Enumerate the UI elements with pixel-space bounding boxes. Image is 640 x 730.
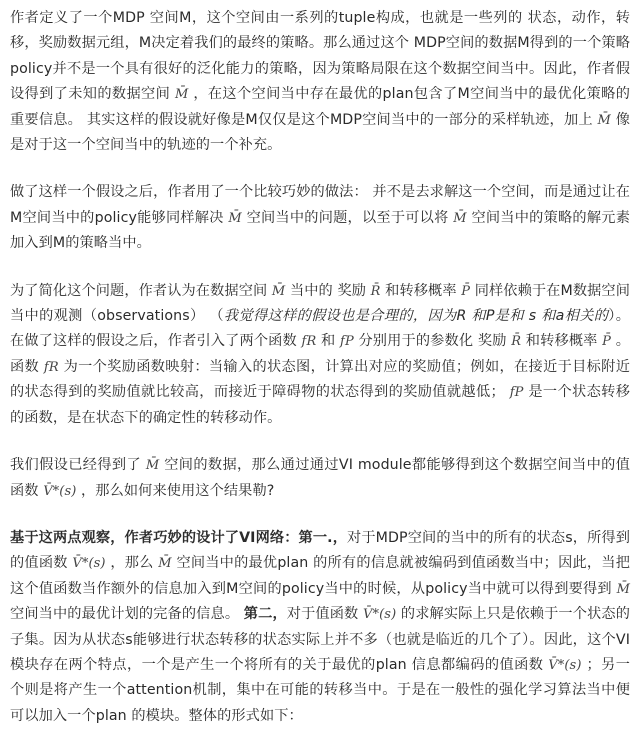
math-m-bar: M̄	[228, 210, 242, 226]
text: ，那么如何来使用这个结果勒?	[76, 482, 275, 499]
math-m-bar: M̄	[175, 87, 189, 103]
text: 当中的 奖励	[285, 282, 371, 299]
math-f-p: fP	[509, 385, 524, 401]
text: 空间的数据，那么通过通过VI module都能够得到这个数据空间当中的值函数	[10, 457, 631, 499]
text: 空间当中的最优计划的完备的信息。	[10, 606, 244, 623]
math-m-bar: M̄	[145, 458, 160, 474]
text: 空间当中的问题，以至于可以将	[241, 209, 454, 226]
text: 和	[316, 333, 341, 350]
text: 为一个奖励函数映射：当输入的状态图，计算出对应的奖励值；例如，在接近于目标附近的状态得到的奖励值就比较高，而接近于障碍物的状态得到的奖励值就越低；	[10, 358, 631, 401]
bold-second: 第二，	[243, 606, 287, 623]
paragraph-3	[10, 279, 630, 431]
paragraph-1	[10, 6, 630, 158]
text: 和转移概率	[521, 333, 603, 350]
text: 和转移概率	[380, 282, 462, 299]
italic-note: 我觉得这样的假设也是合理的，因为R 和P是和 s 和a相关的	[223, 308, 609, 325]
math-m-bar: M̄	[158, 556, 172, 572]
text: 的求解实际上只是依赖于一个状态的子集。因为从状态s能够进行状态转移的状态实际上并不多（也就是临近的几个了）。因此，这个VI模块存在两个特点，一个是产生一个将所有的关于最优的plan 信息都编码的值函数	[10, 606, 630, 673]
bold-lead: 基于这两点观察，作者巧妙的设计了VI网络：第一.，	[10, 529, 348, 546]
text: 做了这样一个假设之后，作者用了一个比较巧妙的做法： 并不是去求解这一个空间，而是通过让在 M空间当中的policy能够同样解决	[10, 184, 630, 226]
math-f-p: fP	[340, 334, 354, 350]
math-r-bar: R̄	[511, 334, 522, 350]
text: ）。在做了这样的假设之后，作者引入了两个函数	[10, 308, 630, 350]
text: ；另一个则是将产生一个attention机制，集中在可能的转移当中。于是在一般性的强化学习算法当中便可以加入一个plan 的模块。整体的形式如下：	[10, 656, 630, 724]
text: 对于值函数	[286, 606, 364, 623]
text: ，那么	[105, 555, 159, 572]
math-m-bar: M̄	[616, 581, 630, 597]
math-f-r: fR	[301, 334, 317, 350]
text: ，在这个空间当中存在最优的plan包含了M空间当中的最优化策略的重要信息。 其实这样的假设就好像是M仅仅是这个MDP空间当中的一部分的采样轨迹，加上	[10, 86, 630, 128]
text: 为了简化这个问题，作者认为在数据空间	[10, 282, 272, 299]
text: 像是对于这一个空间当中的轨迹的一个补充。	[10, 111, 630, 154]
math-m-bar: M̄	[597, 112, 611, 128]
text: 作者定义了一个MDP 空间M，这个空间由一系列的tuple构成，也就是一些列的 状态，动作，转移，奖励数据元组，M决定着我们的最终的策略。那么通过这个 MDP空间的数据M得到的一个策略 policy并不是一个具有很好的泛化能力的策略，因为策略局限在这个数据空间当中。因此，作者假设得到了未知的数据空间	[10, 10, 630, 103]
math-p-bar: P̄	[461, 283, 471, 299]
math-p-bar: P̄	[602, 334, 612, 350]
text: 分别用于的参数化 奖励	[353, 333, 512, 350]
text: 我们假设已经得到了	[10, 457, 146, 474]
math-value-function: V̄*(s)	[363, 607, 397, 623]
text: 同样依赖于在M数据空间当中的观测（observations） （	[10, 282, 630, 325]
text: 空间当中的最优plan 的所有的信息就被编码到值函数当中；因此，当把这个值函数当作额外的信息加入到M空间的policy当中的时候，从policy当中就可以得到要得到	[10, 555, 631, 597]
paragraph-2	[10, 180, 630, 256]
paragraph-5	[10, 526, 630, 729]
text: 空间当中的策略的解元素加入到M的策略当中。	[10, 209, 630, 252]
math-r-bar: R̄	[370, 283, 381, 299]
math-f-r: fR	[43, 359, 59, 375]
text: 是一个状态转移的函数，是在状态下的确定性的转移动作。	[10, 384, 631, 426]
math-m-bar: M̄	[453, 210, 467, 226]
math-m-bar: M̄	[271, 283, 286, 299]
math-value-function: V̄*(s)	[43, 483, 77, 499]
math-value-function: V̄*(s)	[72, 556, 106, 572]
text: 。函数	[10, 333, 630, 375]
text: 对于MDP空间的当中的所有的状态s，所得到的值函数	[10, 529, 630, 572]
paragraph-4	[10, 453, 630, 504]
math-value-function: V̄*(s)	[548, 657, 582, 673]
